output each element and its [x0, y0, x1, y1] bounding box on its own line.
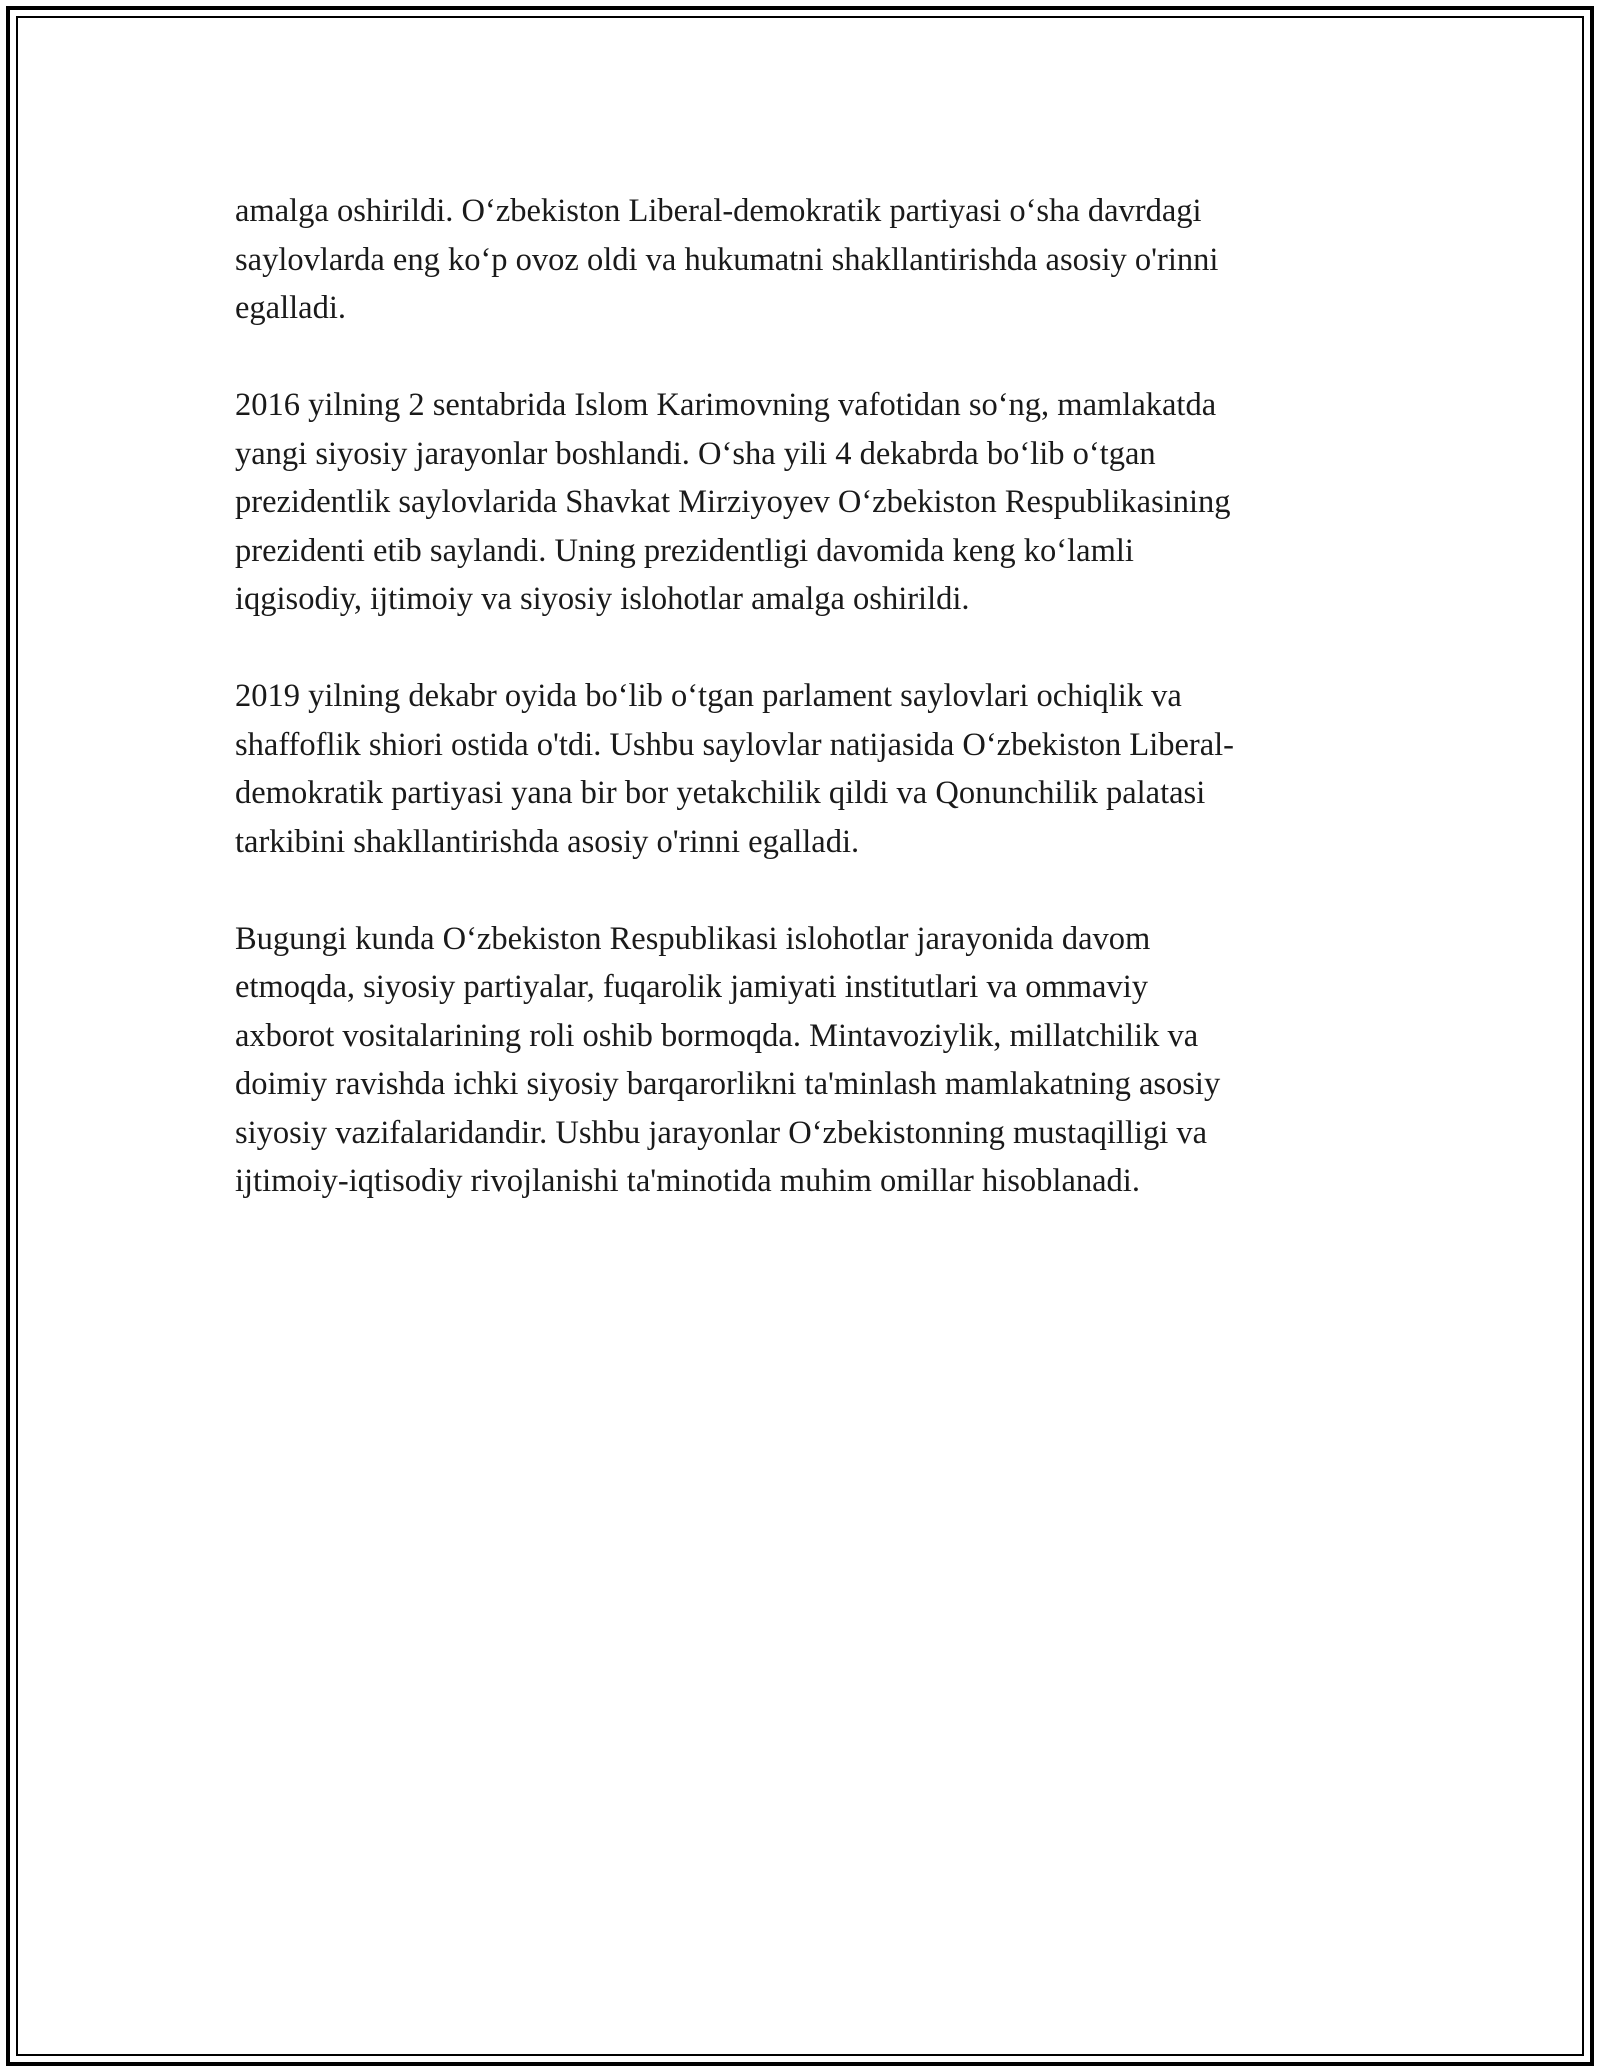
text-line: prezidenti etib saylandi. Uning prezidentligi davomida keng ko‘lamli	[235, 532, 1134, 569]
text-line: etmoqda, siyosiy partiyalar, fuqarolik jamiyati institutlari va ommaviy	[235, 969, 1149, 1005]
text-line: shaffoflik shiori ostida o'tdi. Ushbu saylovlar natijasida O‘zbekiston Liberal-	[235, 726, 1235, 763]
paragraph-4	[235, 915, 1375, 1206]
text-line: yangi siyosiy jarayonlar boshlandi. O‘sha yili 4 dekabrda bo‘lib o‘tgan	[235, 435, 1156, 472]
text-line: iqgisodiy, ijtimoiy va siyosiy islohotlar amalga oshirildi.	[235, 581, 970, 617]
text-line: saylovlarda eng ko‘p ovoz oldi va hukumatni shakllantirishda asosiy o'rinni	[235, 241, 1219, 278]
text-line: 2016 yilning 2 sentabrida Islom Karimovning vafotidan so‘ng, mamlakatda	[235, 387, 1217, 423]
text-line: axborot vositalarining roli oshib bormoqda. Mintavoziylik, millatchilik va	[235, 1017, 1199, 1054]
document-body	[235, 187, 1375, 1254]
text-line: ijtimoiy-iqtisodiy rivojlanishi ta'minotida muhim omillar hisoblanadi.	[235, 1163, 1140, 1199]
text-line: Bugungi kunda O‘zbekiston Respublikasi islohotlar jarayonida davom	[235, 920, 1151, 957]
paragraph-1	[235, 187, 1375, 333]
text-line: egalladi.	[235, 290, 346, 326]
text-line: siyosiy vazifalaridandir. Ushbu jarayonlar O‘zbekistonning mustaqilligi va	[235, 1114, 1208, 1151]
paragraph-3	[235, 672, 1375, 866]
text-line: tarkibini shakllantirishda asosiy o'rinni egalladi.	[235, 823, 860, 860]
text-line: prezidentlik saylovlarida Shavkat Mirziyoyev O‘zbekiston Respublikasining	[235, 484, 1231, 520]
text-line: doimiy ravishda ichki siyosiy barqarorlikni ta'minlash mamlakatning asosiy	[235, 1066, 1221, 1102]
text-line: demokratik partiyasi yana bir bor yetakchilik qildi va Qonunchilik palatasi	[235, 775, 1206, 811]
paragraph-2	[235, 381, 1375, 624]
text-line: 2019 yilning dekabr oyida bo‘lib o‘tgan parlament saylovlari ochiqlik va	[235, 678, 1182, 714]
text-line: amalga oshirildi. O‘zbekiston Liberal-demokratik partiyasi o‘sha davrdagi	[235, 193, 1202, 229]
